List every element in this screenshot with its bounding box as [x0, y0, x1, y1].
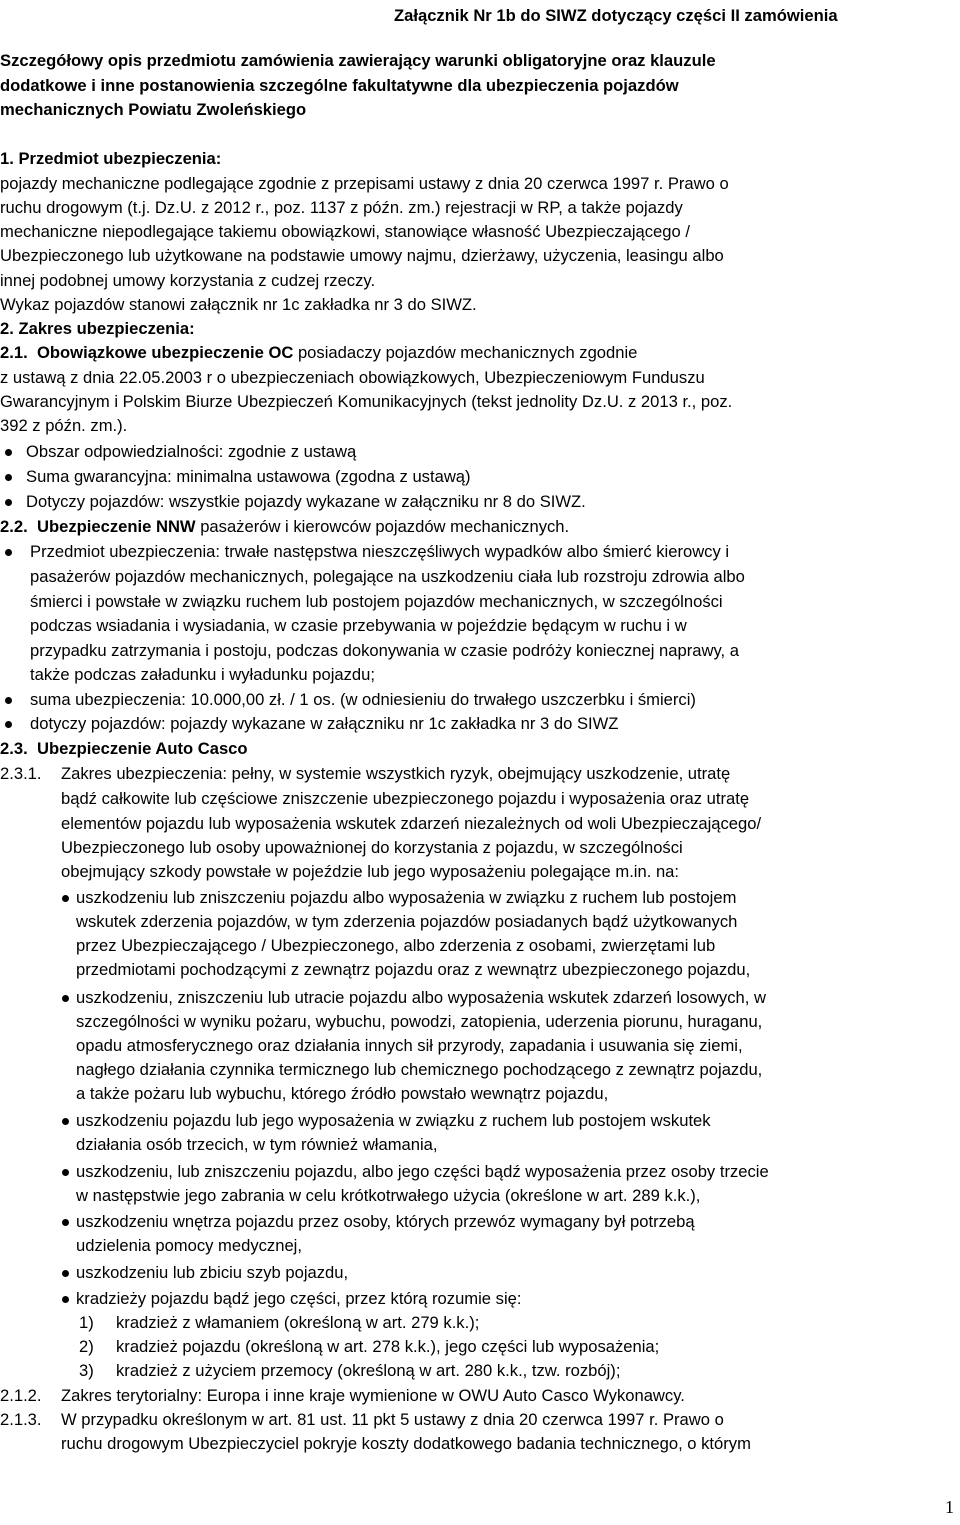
ac-risk-item: opadu atmosferycznego oraz działania innych sił przyrody, zapadania i usuwania się ziemi,	[76, 1036, 743, 1055]
ac-risk-item: a także pożaru lub wybuchu, którego źródło powstało wewnątrz pojazdu,	[76, 1084, 609, 1103]
bullet-icon	[62, 1296, 69, 1303]
page-number: 1	[945, 1497, 954, 1517]
ac-risk-item: uszkodzeniu pojazdu lub jego wyposażenia w związku z ruchem lub postojem wskutek	[76, 1111, 711, 1130]
ac-risk-item: kradzieży pojazdu bądź jego części, przez którą rozumie się:	[76, 1289, 522, 1308]
oc-bullet-item: Obszar odpowiedzialności: zgodnie z ustawą	[26, 442, 357, 461]
theft-item-number: 3)	[79, 1361, 94, 1380]
bullet-icon	[5, 721, 12, 728]
ac-risk-item: nagłego działania czynnika termicznego lub chemicznego pochodzącego z zewnątrz pojazdu,	[76, 1060, 763, 1079]
section-2-1-text: Gwarancyjnym i Polskim Biurze Ubezpieczeń Komunikacyjnych (tekst jednolity Dz.U. z 2013 r., poz.	[0, 392, 733, 411]
bullet-icon	[5, 474, 12, 481]
ac-risk-item: uszkodzeniu, zniszczeniu lub utracie pojazdu albo wyposażenia wskutek zdarzeń losowych, w	[76, 988, 766, 1007]
oc-bullet-item: Dotyczy pojazdów: wszystkie pojazdy wykazane w załączniku nr 8 do SIWZ.	[26, 492, 586, 511]
bullet-icon	[62, 1219, 69, 1226]
section-2-3-1-number: 2.3.1.	[0, 764, 42, 783]
theft-item: kradzież z użyciem przemocy (określoną w art. 280 k.k., tzw. rozbój);	[116, 1361, 621, 1380]
nnw-subject-text: podczas wsiadania i wysiadania, w czasie przebywania w pojeździe będącym w ruchu i w	[30, 616, 687, 635]
oc-insurance-label: Obowiązkowe ubezpieczenie OC	[37, 343, 294, 362]
document-header: Załącznik Nr 1b do SIWZ dotyczący części II zamówienia	[394, 6, 838, 25]
ac-risk-item: działania osób trzecich, w tym również włamania,	[76, 1135, 438, 1154]
section-1-text: mechaniczne niepodlegające takiemu obowiązkowi, stanowiące własność Ubezpieczającego /	[0, 222, 690, 241]
section-2-heading: 2. Zakres ubezpieczenia:	[0, 319, 195, 338]
section-2-1-text: 392 z późn. zm.).	[0, 416, 128, 435]
ac-risk-item: uszkodzeniu wnętrza pojazdu przez osoby, których przewóz wymagany był potrzebą	[76, 1212, 695, 1231]
section-2-3-1-text: Ubezpieczonego lub osoby upoważnionej do korzystania z pojazdu, w szczególności	[61, 838, 683, 857]
ac-risk-item: udzielenia pomocy medycznej,	[76, 1236, 302, 1255]
bullet-icon	[5, 499, 12, 506]
section-1-text: Ubezpieczonego lub użytkowane na podstawie umowy najmu, dzierżawy, użyczenia, leasingu albo	[0, 246, 724, 265]
nnw-insurance-desc: pasażerów i kierowców pojazdów mechanicznych.	[195, 517, 570, 536]
nnw-subject-text: śmierci i powstałe w związku ruchem lub postojem pojazdów mechanicznych, w szczególności	[30, 592, 723, 611]
oc-bullet-item: Suma gwarancyjna: minimalna ustawowa (zgodna z ustawą)	[26, 467, 471, 486]
document-title-line-1: Szczegółowy opis przedmiotu zamówienia zawierający warunki obligatoryjne oraz klauzule	[0, 51, 716, 70]
nnw-subject-text: przypadku zatrzymania i postoju, podczas dokonywania w czasie podróży koniecznej naprawy, a	[30, 641, 739, 660]
nnw-subject-text: pasażerów pojazdów mechanicznych, polegające na uszkodzeniu ciała lub rozstroju zdrowia albo	[30, 567, 745, 586]
ac-risk-item: przedmiotami pochodzącymi z zewnątrz pojazdu oraz z wewnątrz ubezpieczonego pojazdu,	[76, 960, 751, 979]
section-2-1-text: z ustawą z dnia 22.05.2003 r o ubezpieczeniach obowiązkowych, Ubezpieczeniowym Funduszu	[0, 368, 705, 387]
section-2-3-1-text: Zakres ubezpieczenia: pełny, w systemie wszystkich ryzyk, obejmujący uszkodzenie, utratę	[61, 764, 731, 783]
nnw-subject-text: Przedmiot ubezpieczenia: trwałe następstwa nieszczęśliwych wypadków albo śmierć kierowcy i	[30, 542, 730, 561]
bullet-icon	[5, 549, 12, 556]
theft-item-number: 2)	[79, 1337, 94, 1356]
bullet-icon	[62, 1169, 69, 1176]
oc-insurance-desc: posiadaczy pojazdów mechanicznych zgodnie	[293, 343, 638, 362]
ac-risk-item: w następstwie jego zabrania w celu krótkotrwałego użycia (określone w art. 289 k.k.),	[76, 1186, 701, 1205]
section-2-1-2-number: 2.1.2.	[0, 1386, 42, 1405]
section-2-2-number: 2.2.	[0, 517, 28, 536]
section-2-1-3-number: 2.1.3.	[0, 1410, 42, 1429]
section-2-3-1-text: bądź całkowite lub częściowe zniszczenie ubezpieczonego pojazdu i wyposażenia oraz utratę	[61, 789, 750, 808]
nnw-insurance-label: Ubezpieczenie NNW	[37, 517, 196, 536]
section-2-1-3-text: W przypadku określonym w art. 81 ust. 11 pkt 5 ustawy z dnia 20 czerwca 1997 r. Prawo o	[61, 1410, 724, 1429]
section-1-text: innej podobnej umowy korzystania z cudzej rzeczy.	[0, 271, 376, 290]
nnw-sum-insured: suma ubezpieczenia: 10.000,00 zł. / 1 os. (w odniesieniu do trwałego uszczerbku i śmierci)	[30, 690, 696, 709]
ac-risk-item: wskutek zderzenia pojazdów, w tym zderzenia pojazdów posiadanych bądź użytkowanych	[76, 912, 738, 931]
section-2-1-3-text: ruchu drogowym Ubezpieczyciel pokryje koszty dodatkowego badania technicznego, o którym	[61, 1434, 751, 1453]
territorial-scope: Zakres terytorialny: Europa i inne kraje wymienione w OWU Auto Casco Wykonawcy.	[61, 1386, 685, 1405]
section-2-3-1-text: obejmujący szkody powstałe w pojeździe lub jego wyposażeniu polegające m.in. na:	[61, 862, 680, 881]
bullet-icon	[62, 895, 69, 902]
bullet-icon	[5, 449, 12, 456]
section-2-3-1-text: elementów pojazdu lub wyposażenia wskutek zdarzeń niezależnych od woli Ubezpieczającego/	[61, 814, 762, 833]
ac-risk-item: przez Ubezpieczającego / Ubezpieczonego, albo zderzenia z osobami, zwierzętami lub	[76, 936, 716, 955]
section-2-2-heading	[37, 515, 569, 539]
theft-item: kradzież z włamaniem (określoną w art. 279 k.k.);	[116, 1313, 480, 1332]
bullet-icon	[62, 1270, 69, 1277]
section-1-text: ruchu drogowym (t.j. Dz.U. z 2012 r., poz. 1137 z późn. zm.) rejestracji w RP, a także pojazdy	[0, 198, 683, 217]
bullet-icon	[62, 1118, 69, 1125]
section-1-heading: 1. Przedmiot ubezpieczenia:	[0, 149, 222, 168]
ac-risk-item: szczególności w wyniku pożaru, wybuchu, powodzi, zatopienia, uderzenia piorunu, huraganu,	[76, 1012, 763, 1031]
theft-item: kradzież pojazdu (określoną w art. 278 k.k.), jego części lub wyposażenia;	[116, 1337, 660, 1356]
ac-risk-item: uszkodzeniu, lub zniszczeniu pojazdu, albo jego części bądź wyposażenia przez osoby trzecie	[76, 1162, 769, 1181]
vehicle-list-note: Wykaz pojazdów stanowi załącznik nr 1c zakładka nr 3 do SIWZ.	[0, 295, 477, 314]
section-1-text: pojazdy mechaniczne podlegające zgodnie z przepisami ustawy z dnia 20 czerwca 1997 r. Prawo o	[0, 174, 729, 193]
document-title-line-2: dodatkowe i inne postanowienia szczególne fakultatywne dla ubezpieczenia pojazdów	[0, 76, 679, 95]
ac-risk-item: uszkodzeniu lub zbiciu szyb pojazdu,	[76, 1263, 349, 1282]
ac-risk-item: uszkodzeniu lub zniszczeniu pojazdu albo wyposażenia w związku z ruchem lub postojem	[76, 888, 737, 907]
document-title-line-3: mechanicznych Powiatu Zwoleńskiego	[0, 100, 307, 119]
nnw-vehicles: dotyczy pojazdów: pojazdy wykazane w załączniku nr 1c zakładka nr 3 do SIWZ	[30, 714, 619, 733]
section-2-3-number: 2.3.	[0, 739, 28, 758]
bullet-icon	[62, 995, 69, 1002]
theft-item-number: 1)	[79, 1313, 94, 1332]
section-2-1-heading	[37, 341, 637, 365]
section-2-1-number: 2.1.	[0, 343, 28, 362]
nnw-subject-text: także podczas załadunku i wyładunku pojazdu;	[30, 665, 376, 684]
bullet-icon	[5, 697, 12, 704]
auto-casco-heading: Ubezpieczenie Auto Casco	[37, 739, 248, 758]
